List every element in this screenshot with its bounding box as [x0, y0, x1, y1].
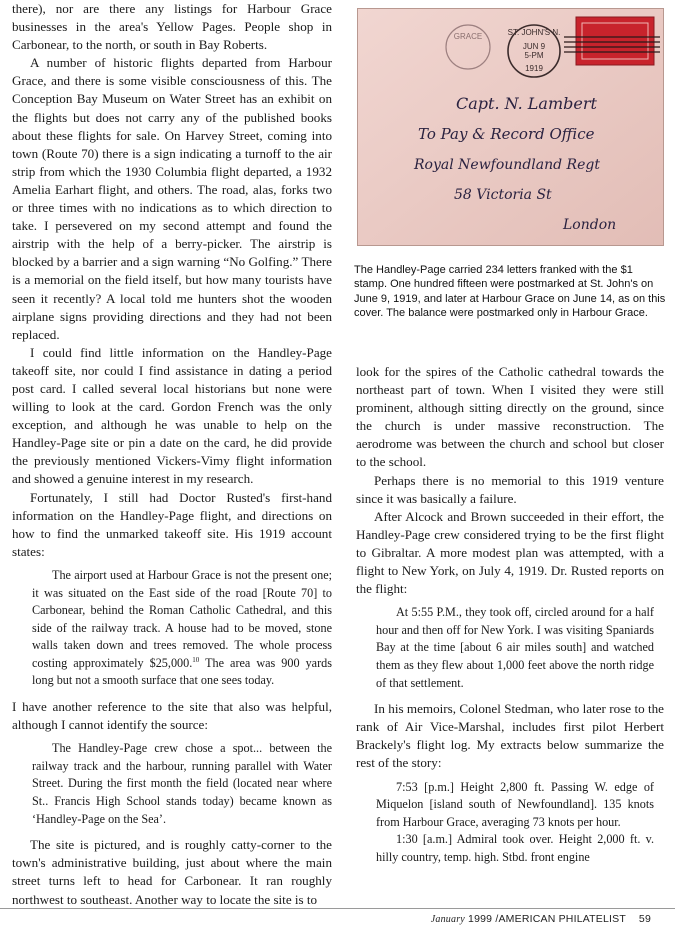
footnote-marker: 10 [192, 655, 200, 664]
paragraph: I have another reference to the site that also was helpful, although I cannot identify the source: [12, 699, 332, 733]
postmark-text: 1919 [525, 64, 543, 73]
address-line: Royal Newfoundland Regt [414, 157, 600, 173]
figure-caption: The Handley-Page carried 234 letters franked with the $1 stamp. One hundred fifteen were postmarked at St. John's on June 9, 1919, and later at Harbour Grace on June 14, as on this cover. The balance were postmarked only in Harbour Grace. [354, 264, 666, 320]
footer-separator: / [495, 913, 499, 925]
block-quote [356, 779, 664, 867]
left-column [12, 0, 332, 909]
block-quote [12, 567, 332, 690]
paragraph: After Alcock and Brown succeeded in their effort, the Handley-Page crew considered trying to be the first flight to Gibraltar. A more modest plan was attempted, with a flight to New York, on July 4, 1919. Dr. Rusted reports on the flight: [356, 508, 664, 597]
block-quote [12, 740, 332, 828]
postmark-text: ST. JOHN'S N. [507, 28, 561, 37]
envelope-image [358, 9, 664, 246]
address-line: 58 Victoria St [454, 187, 552, 203]
postmark-text: JUN 9 [522, 42, 546, 51]
address-line: To Pay & Record Office [418, 125, 595, 143]
cover-photo [357, 8, 664, 246]
address-line: London [563, 217, 617, 233]
paragraph: look for the spires of the Catholic cathedral towards the northeast part of town. When I visited they were still prominent, although sitting directly on the ground, since the church is under massive reconstruction. The aerodrome was between the church and school but closer to the school. [356, 364, 664, 470]
quote-text: The area was 900 yards long but not a smooth surface that one sees today. [32, 655, 332, 688]
page-footer [431, 913, 651, 925]
quote-text: The Handley-Page crew chose a spot... between the railway track and the harbour, running parallel with Water Street. During the first month the field (located near where St.. Francis High School stands today) became known as ‘Handley-Page on the Sea’. [32, 741, 332, 826]
paragraph: Fortunately, I still had Doctor Rusted's first-hand information on the Handley-Page flight, and directions on how to find the unmarked takeoff site. His 1919 account states: [12, 489, 332, 559]
paragraph: In his memoirs, Colonel Stedman, who later rose to the rank of Air Vice-Marshal, includes first pilot Herbert Brackely's flight log. My extracts below summarize the rest of the story: [356, 701, 664, 771]
address-line: Capt. N. Lambert [456, 94, 597, 113]
quote-text: At 5:55 P.M., they took off, circled around for a half hour and then off for New York. I was visiting Spaniards Bay at the time [about 6 air miles south] and watched them as they flew about 1,000 feet above the north ridge of that settlement. [376, 605, 654, 690]
page-number: 59 [638, 913, 651, 925]
quote-text: 1:30 [a.m.] Admiral took over. Height 2,000 ft. v. hilly country, temp. high. Stbd. front engine [376, 832, 654, 864]
postmark-text: GRACE [453, 32, 483, 41]
quote-text: The airport used at Harbour Grace is not the present one; it was situated on the East side of the road [Route 70] to Carbonear, behind the Roman Catholic Cathedral, and this side of the railway track. A house had to be moved, stone walls taken down and trees removed. The whole process costing approximately $25,000. [32, 567, 332, 670]
block-quote [356, 604, 664, 692]
postmark-text: 5-PM [524, 51, 544, 60]
quote-text: 7:53 [p.m.] Height 2,800 ft. Passing W. edge of Miquelon [island south of Newfoundland]. 135 knots from Harbour Grace, averaging 73 knots per hour. [376, 779, 654, 829]
paragraph: The site is pictured, and is roughly catty-corner to the town's administrative building, just about where the main street turns left to head for Carbonear. It ran roughly northwest to southeast. Another way to locate the site is to [12, 837, 332, 907]
footer-month: January [430, 914, 465, 925]
footer-year: 1999 [468, 913, 493, 925]
paragraph: I could find little information on the Handley-Page takeoff site, nor could I find assistance in dating a period post card. I called several local historians but none were willing to look at the card. Gordon French was the only exception, and although he was unable to help on the Handley-Page site or pin a date on the card, he did provide the previously mentioned Vickers-Vimy flight information and showed a genuine interest in my research. [12, 344, 332, 487]
right-column [356, 363, 664, 875]
footer-rule [0, 908, 675, 909]
footer-publication: AMERICAN PHILATELIST [498, 913, 626, 925]
paragraph: A number of historic flights departed from Harbour Grace, and there is some visible consciousness of this. The Conception Bay Museum on Water Street has an exhibit on the flights but does not carry any of the published books about these flights for sale. On Harvey Street, coming into town (Route 70) there is a sign indicating a turnoff to the air strip from which the 1930 Columbia flight departed, a 1932 Amelia Earhart flight, and others. The road, alas, forks two or three times with no indications as to which direction to take. I persevered on my second attempt and found the airstrip with the help of a berry-picker. The airstrip is blocked by a barrier and a sign warning “No Golfing.” There is a memorial on the field itself, but how many tourists have seen it recently? A local told me hunters shot the wooden airplane signs providing directions and they had not been replaced. [12, 55, 332, 342]
paragraph: Perhaps there is no memorial to this 1919 venture since it was basically a failure. [356, 472, 664, 506]
paragraph: there), nor are there any listings for Harbour Grace businesses in the area's Yellow Pages. People shop in Carbonear, to the north, or south in Bay Roberts. [12, 1, 332, 53]
